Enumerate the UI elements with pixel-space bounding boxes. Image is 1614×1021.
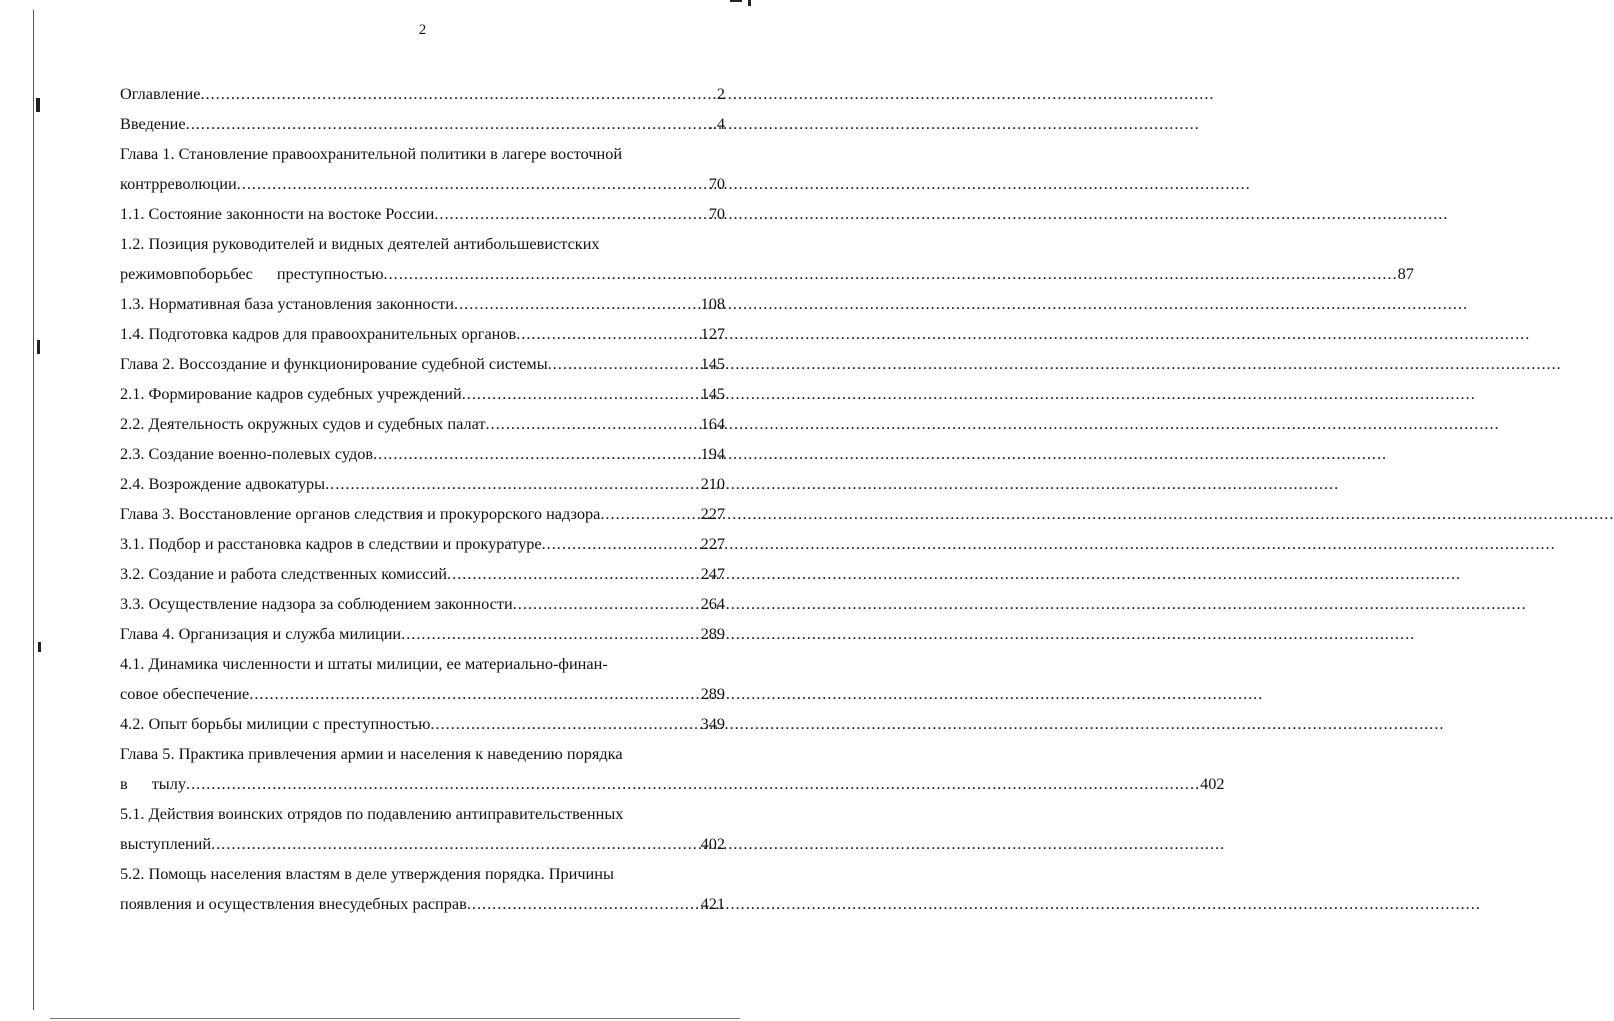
toc-page-number: 194 xyxy=(700,444,725,463)
toc-leader-dots xyxy=(384,262,1398,286)
scan-mark xyxy=(38,642,41,652)
toc-leader-dots xyxy=(373,442,701,466)
toc-page-number: 349 xyxy=(700,714,725,733)
toc-page-number: 210 xyxy=(700,474,725,493)
toc-line xyxy=(120,712,725,736)
toc-entry-title: появления и осуществления внесудебных расправ xyxy=(120,894,467,913)
toc-entry-title: 2.3. Создание военно-полевых судов xyxy=(120,444,374,463)
toc-leader-dots xyxy=(434,202,708,226)
toc-entry-title: 3.2. Создание и работа следственных комиссий xyxy=(120,564,448,583)
toc-page-number: 164 xyxy=(700,414,725,433)
toc-line xyxy=(120,532,725,556)
toc-leader-dots xyxy=(186,112,709,136)
toc-word: в xyxy=(120,774,128,793)
toc-word: тылу xyxy=(151,774,187,793)
toc-page-number: 2 xyxy=(716,84,725,103)
toc-entry-title: 5.1. Действия воинских отрядов по подавлению антиправительственных xyxy=(120,804,624,823)
toc-page-number: 70 xyxy=(708,204,725,223)
toc-line xyxy=(120,112,725,136)
toc-entry-title: Глава 5. Практика привлечения армии и населения к наведению порядка xyxy=(120,744,623,763)
toc-page-number: 145 xyxy=(700,384,725,403)
toc-leader-dots xyxy=(486,412,701,436)
toc-entry-title: контрреволюции xyxy=(120,174,237,193)
toc-entry-title: выступлений xyxy=(120,834,212,853)
toc-line xyxy=(120,652,725,676)
toc-entry-title: 5.2. Помощь населения властям в деле утверждения порядка. Причины xyxy=(120,864,614,883)
toc-entry-title: 1.1. Состояние законности на востоке России xyxy=(120,204,435,223)
toc-leader-dots xyxy=(548,352,701,376)
scan-mark xyxy=(730,0,742,2)
toc-page-number: 289 xyxy=(700,624,725,643)
scan-mark xyxy=(37,340,40,354)
scan-mark xyxy=(36,98,40,112)
toc-entry-title: 2.1. Формирование кадров судебных учреждений xyxy=(120,384,462,403)
toc-leader-dots xyxy=(200,82,716,106)
toc-page-number: 227 xyxy=(700,534,725,553)
toc-leader-dots xyxy=(462,382,701,406)
toc-leader-dots xyxy=(454,292,701,316)
toc-line xyxy=(120,442,725,466)
toc-entry-title: 4.2. Опыт борьбы милиции с преступностью xyxy=(120,714,431,733)
toc-page-number: 227 xyxy=(700,504,725,523)
toc-line xyxy=(120,772,1225,796)
toc-page-number: 402 xyxy=(700,834,725,853)
toc-leader-dots xyxy=(513,592,701,616)
toc-page-number: 108 xyxy=(700,294,725,313)
toc-leader-dots xyxy=(430,712,700,736)
toc-word: режимов xyxy=(120,264,182,283)
toc-page-number: ..4 xyxy=(708,114,725,133)
toc-entry-title: 2.2. Деятельность окружных судов и судебных палат xyxy=(120,414,486,433)
toc-page-number: 247 xyxy=(700,564,725,583)
toc-leader-dots xyxy=(325,472,700,496)
toc-line xyxy=(120,232,725,256)
toc-entry-title: 2.4. Возрождение адвокатуры xyxy=(120,474,326,493)
toc-entry-title: совое обеспечение xyxy=(120,684,250,703)
toc-page-number: 289 xyxy=(700,684,725,703)
toc-entry-title: 3.3. Осуществление надзора за соблюдением законности xyxy=(120,594,513,613)
toc-line xyxy=(120,382,725,406)
toc-leader-dots xyxy=(447,562,701,586)
toc-entry-title: Введение xyxy=(120,114,186,133)
toc-page-number: 87 xyxy=(1397,264,1414,283)
toc-page-number: 264 xyxy=(700,594,725,613)
toc-line xyxy=(120,832,725,856)
toc-line xyxy=(120,592,725,616)
toc-leader-dots xyxy=(542,532,701,556)
toc-line xyxy=(120,892,725,916)
toc-entry-title: 1.2. Позиция руководителей и видных деятелей антибольшевистских xyxy=(120,234,600,253)
toc-entry-title: 1.3. Нормативная база установления законности xyxy=(120,294,455,313)
toc-page-number: 127 xyxy=(700,324,725,343)
toc-word: с xyxy=(245,264,253,283)
toc-leader-dots xyxy=(249,682,700,706)
toc-entry-title: Глава 3. Восстановление органов следствия и прокурорского надзора xyxy=(120,504,601,523)
toc-leader-dots xyxy=(211,832,700,856)
toc-leader-dots xyxy=(186,772,1200,796)
toc-line xyxy=(120,322,725,346)
toc-line xyxy=(120,562,725,586)
scan-edge-bottom xyxy=(50,1018,740,1019)
toc-page-number: 421 xyxy=(700,894,725,913)
toc-line xyxy=(120,412,725,436)
page-number: 2 xyxy=(418,22,427,38)
toc-line xyxy=(120,742,725,766)
scan-mark xyxy=(748,0,751,6)
toc-line xyxy=(120,262,1414,286)
toc-line xyxy=(120,862,725,886)
toc-word: по xyxy=(181,264,199,283)
toc-line xyxy=(120,172,725,196)
toc-entry-title: Оглавление xyxy=(120,84,201,103)
toc-line xyxy=(120,622,725,646)
toc-line xyxy=(120,82,725,106)
toc-entry-title: Глава 1. Становление правоохранительной политики в лагере восточной xyxy=(120,144,623,163)
toc-leader-dots xyxy=(467,892,701,916)
toc-entry-title: Глава 2. Воссоздание и функционирование судебной системы xyxy=(120,354,548,373)
toc-leader-dots xyxy=(516,322,700,346)
toc-page-number: 70 xyxy=(708,174,725,193)
toc-entry-title: 1.4. Подготовка кадров для правоохранительных органов xyxy=(120,324,517,343)
toc-leader-dots xyxy=(600,502,700,526)
toc-leader-dots xyxy=(401,622,700,646)
toc-entry-title: 3.1. Подбор и расстановка кадров в следствии и прокуратуре xyxy=(120,534,542,553)
toc-line xyxy=(120,202,725,226)
toc-line xyxy=(120,682,725,706)
toc-line xyxy=(120,352,725,376)
toc-line xyxy=(120,802,725,826)
toc-page-number: 402 xyxy=(1200,774,1225,793)
toc-page-number: 145 xyxy=(700,354,725,373)
toc-line xyxy=(120,502,725,526)
toc-line xyxy=(120,472,725,496)
scan-edge-left xyxy=(33,10,34,1010)
toc-line xyxy=(120,292,725,316)
toc-entry-title: Глава 4. Организация и служба милиции xyxy=(120,624,402,643)
toc-entry-title: 4.1. Динамика численности и штаты милиции, ее материально-финан- xyxy=(120,654,608,673)
toc-word: преступностью xyxy=(276,264,384,283)
toc-word: борьбе xyxy=(198,264,246,283)
toc-leader-dots xyxy=(237,172,709,196)
toc-line xyxy=(120,142,725,166)
